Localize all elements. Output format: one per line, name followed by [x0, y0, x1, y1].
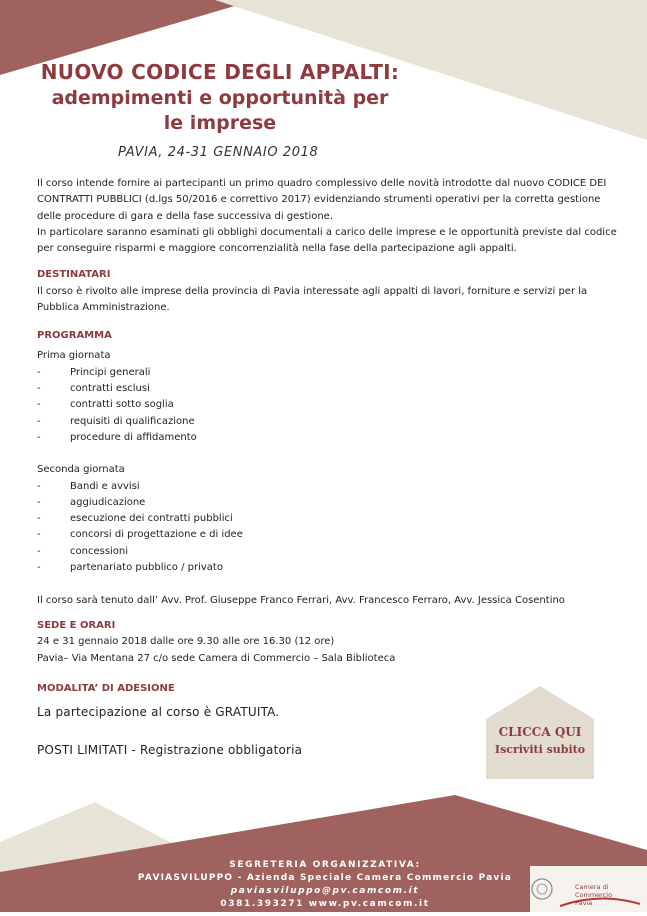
footer-email[interactable]: paviasviluppo@pv.camcom.it	[230, 886, 420, 896]
title-line-1: NUOVO CODICE DEGLI APPALTI:	[40, 60, 400, 84]
title-line-2: adempimenti e opportunità per	[51, 87, 389, 109]
intro-line: CONTRATTI PUBBLICI (d.lgs 50/2016 e correttivo 2017) evidenziando strumenti operativi per la corretta gestione	[37, 194, 601, 205]
program-item	[37, 383, 150, 394]
bullet: -	[37, 562, 41, 573]
program-item	[37, 367, 150, 378]
bullet: -	[37, 432, 41, 443]
program-item-text: Principi generali	[70, 367, 151, 378]
program-item-text: contratti esclusi	[70, 383, 150, 394]
day-2-label: Seconda giornata	[37, 464, 125, 475]
footer-organization: PAVIASVILUPPO - Azienda Speciale Camera Commercio Pavia	[137, 873, 513, 883]
section-heading-programma: PROGRAMMA	[37, 330, 112, 341]
bullet: -	[37, 383, 41, 394]
program-item-text: concessioni	[70, 546, 129, 557]
free-participation-text: La partecipazione al corso è GRATUITA.	[37, 705, 280, 719]
bullet: -	[37, 481, 41, 492]
cta-click-here[interactable]: CLICCA QUI	[498, 725, 582, 739]
program-item-text: procedure di affidamento	[70, 432, 197, 443]
schedule-line: 24 e 31 gennaio 2018 dalle ore 9.30 alle ore 16.30 (12 ore)	[37, 636, 335, 647]
bullet: -	[37, 497, 41, 508]
program-item	[37, 513, 233, 524]
event-date: PAVIA, 24-31 GENNAIO 2018	[118, 145, 319, 160]
bullet: -	[37, 416, 41, 427]
location-line: Pavia– Via Mentana 27 c/o sede Camera di Commercio – Sala Biblioteca	[37, 653, 396, 664]
bullet: -	[37, 367, 41, 378]
destinatari-line: Pubblica Amministrazione.	[37, 302, 170, 313]
program-item	[37, 497, 145, 508]
chamber-logo-text	[575, 883, 647, 907]
day-1-label: Prima giornata	[37, 350, 111, 361]
program-item-text: aggiudicazione	[70, 497, 146, 508]
instructors-line: Il corso sarà tenuto dall’ Avv. Prof. Giuseppe Franco Ferrari, Avv. Francesco Ferraro, Avv. Jessica Cosentino	[37, 595, 565, 606]
title-line-3: le imprese	[163, 112, 277, 134]
program-item-text: Bandi e avvisi	[70, 481, 140, 492]
program-item	[37, 562, 223, 573]
bullet: -	[37, 529, 41, 540]
program-item-text: partenariato pubblico / privato	[70, 562, 223, 573]
bullet: -	[37, 546, 41, 557]
program-item-text: requisiti di qualificazione	[70, 416, 195, 427]
program-item	[37, 399, 174, 410]
program-item	[37, 529, 243, 540]
destinatari-line: Il corso è rivolto alle imprese della provincia di Pavia interessate agli appalti di lavori, forniture e servizi per la	[37, 286, 588, 297]
intro-line: In particolare saranno esaminati gli obblighi documentali a carico delle imprese e le opportunità previste dal codice	[37, 227, 617, 238]
intro-line: delle procedure di gara e della fase successiva di gestione.	[37, 211, 334, 222]
intro-line: Il corso intende fornire ai partecipanti un primo quadro complessivo delle novità introdotte dal nuovo CODICE DEI	[37, 178, 607, 189]
section-heading-destinatari: DESTINATARI	[37, 269, 111, 280]
bullet: -	[37, 399, 41, 410]
program-item-text: esecuzione dei contratti pubblici	[70, 513, 233, 524]
logo-line-2: Pavia	[575, 899, 593, 907]
program-item-text: contratti sotto soglia	[70, 399, 174, 410]
intro-line: per conseguire risparmi e maggiore concorrenzialità nella fase della partecipazione agli appalti.	[37, 243, 517, 254]
program-item	[37, 481, 140, 492]
section-heading-sede: SEDE E ORARI	[37, 620, 116, 631]
program-item-text: concorsi di progettazione e di idee	[70, 529, 243, 540]
program-item	[37, 416, 195, 427]
footer-secretariat: SEGRETERIA ORGANIZZATIVA:	[229, 860, 421, 870]
logo-line-1: Camera di Commercio	[575, 883, 613, 899]
limited-seats-text: POSTI LIMITATI - Registrazione obbligatoria	[37, 743, 303, 757]
program-item	[37, 432, 197, 443]
bullet: -	[37, 513, 41, 524]
cta-register-now[interactable]: Iscriviti subito	[494, 743, 586, 756]
footer-phone-website[interactable]: 0381.393271 www.pv.camcom.it	[220, 899, 430, 909]
section-heading-modalita: MODALITA’ DI ADESIONE	[37, 683, 175, 694]
program-item	[37, 546, 128, 557]
